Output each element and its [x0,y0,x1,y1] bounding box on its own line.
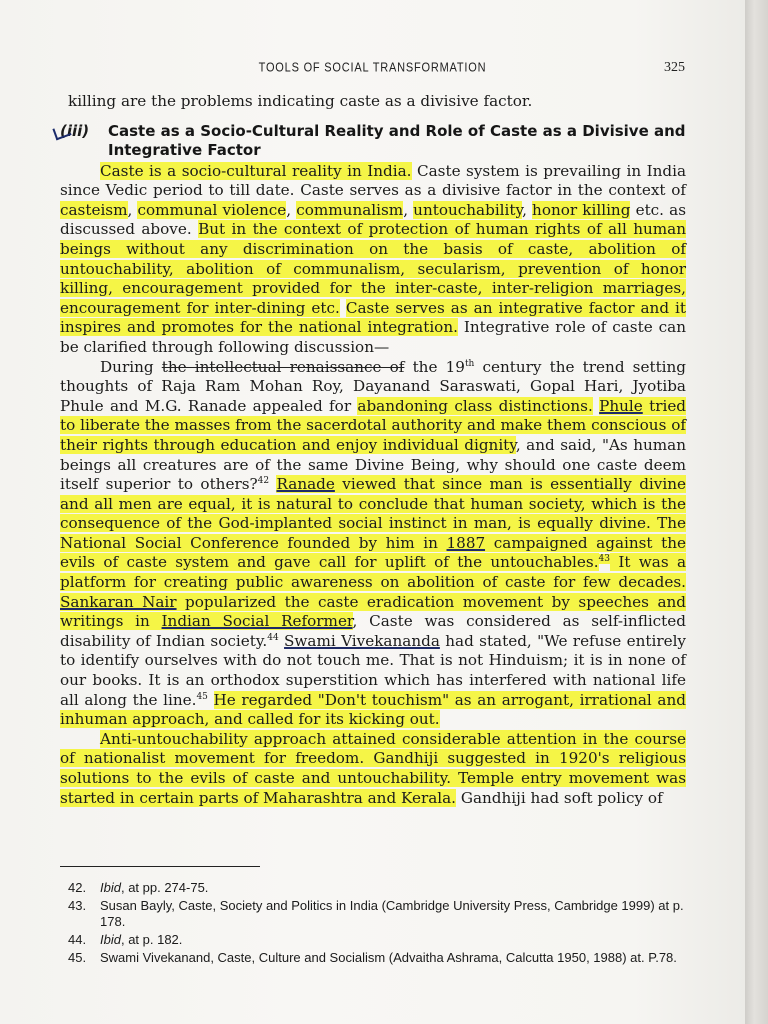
footnote [68,898,688,930]
text-run: the 19 [412,357,465,376]
footnote [68,950,688,966]
text-run: During [100,357,154,376]
paragraph-3 [60,730,686,808]
footnote-number: 43. [68,898,87,913]
footnote-ibid: Ibid [100,932,121,947]
footnote-ref: 43 [598,554,610,565]
footnote-rule [60,866,260,867]
paragraph-1: Caste is a socio-cultural reality in India. Caste system is prevailing in India since Vedic period to till date. Caste serves as a divisive factor in the context of casteism, communal violence, communalism, untouchability, honor killing etc. as discussed above. But in the context of protection of human rights of all human beings without any discrimination on the basis of caste, abolition of untouchability, abolition of communalism, secularism, prevention of honor killing, encouragement provided for the inter-caste, inter-religion marriages, encouragement for inter-dining etc. Caste serves as an integrative factor and it inspires and promotes for the national integration. Integrative role of caste can be clarified through following discussion— [60,161,687,356]
highlight: Caste is a socio-cultural reality in India. [100,161,412,180]
text-run: , Caste was considered as self-inflicted disability of Indian society. [60,612,686,650]
struck-text: the intellectual renaissance of [161,357,405,376]
lead-line: killing are the problems indicating caste as a divisive factor. [68,92,533,110]
underlined-name: Phule [599,396,643,415]
highlight: It was a platform for creating public awareness on abolition of caste for few decades. [60,553,687,592]
underlined-year: 1887 [446,533,486,552]
highlight: abandoning class distinctions. [357,396,593,415]
footnote-number: 42. [68,880,87,895]
superscript: th [464,358,475,369]
underlined-title: Indian Social Reformer [161,612,353,631]
footnote-text: , at pp. 274-75. [120,880,209,895]
text-run: Gandhiji had soft policy of [460,788,663,807]
highlight: Anti-untouchability approach attained considerable attention in the course of nationalist movement for freedom. Gandhiji suggested in 1920's religious solutions to the evils of caste and untouchability. Temple entry movement was started in certain parts of Maharashtra and Kerala. [60,729,686,807]
page-edge [745,0,768,1024]
footnote-text: Swami Vivekanand, Caste, Culture and Socialism (Advaitha Ashrama, Calcutta 1950, 1988) at. P.78. [100,950,677,965]
page-number: 325 [664,60,685,75]
highlight: tried to liberate the masses from the sacerdotal authority and make them conscious of their rights through education and enjoy individual dignity [60,396,687,454]
footnote-ibid: Ibid [100,880,121,895]
highlight: viewed that since man is essentially divine and all men are equal, it is natural to conclude that human society, which is the consequence of the God-implanted social instinct in man, is equally divine. The National Social Conference founded by him in [60,475,686,552]
section-heading [60,122,686,160]
paragraph-2 [60,358,686,730]
highlight: campaigned against the evils of caste system and gave call for uplift of the untouchables. [60,533,686,572]
highlight: popularized the caste eradication movement by speeches and writings in [60,592,687,631]
footnote-text: , at p. 182. [120,932,183,947]
underlined-name: Swami Vivekananda [284,631,440,650]
text-run: had stated, "We refuse entirely to identify ourselves with do not touch me. That is not Hinduism; it is in none of our books. It is an orthodox superstition which has interfered with national life all along the line. [60,631,687,709]
footnote-ref: 44 [267,632,279,643]
highlight: Caste serves as an integrative factor and it inspires and promotes for the national integration. [60,298,687,337]
body-text [60,92,686,808]
footnote [68,880,688,896]
text-run: Caste system is prevailing in India since Vedic period to till date. Caste serves as a divisive factor in the context of [60,161,687,200]
section-heading-text: Caste as a Socio-Cultural Reality and Role of Caste as a Divisive and Integrative Factor [108,121,686,159]
footnote-ref: 42 [257,476,270,487]
text-run: Integrative role of caste can be clarified through following discussion— [60,318,686,356]
footnote-number: 45. [68,950,87,965]
underlined-name: Sankaran Nair [60,592,177,611]
highlight: But in the context of protection of human rights of all human beings without any discrimination on the basis of caste, abolition of untouchability, abolition of communalism, secularism, prevention of honor killing, encouragement provided for the inter-caste, inter-religion marriages, encouragement for inter-dining etc. [60,220,687,317]
text-run: , and said, "As human beings all creatures are of the same Divine Being, why should one caste deem itself superior to others? [60,435,686,494]
footnotes [68,880,688,968]
footnote-ref: 45 [196,691,208,702]
highlight: untouchability [413,200,523,219]
text-run: century the trend setting thoughts of Raja Ram Mohan Roy, Dayanand Saraswati, Gopal Hari, Jyotiba Phule and M.G. Ranade appealed for [60,357,687,415]
highlight: casteism [60,200,128,219]
footnote-number: 44. [68,932,87,947]
footnote-text: Susan Bayly, Caste, Society and Politics in India (Cambridge University Press, Cambridge 1999) at p. 178. [100,898,684,929]
footnote [68,932,688,948]
underlined-name: Ranade [276,475,335,494]
text-run: etc. as discussed above. [60,200,686,239]
highlight: He regarded "Don't touchism" as an arrogant, irrational and inhuman approach, and called for its kicking out. [60,690,686,729]
section-marker: (iii) [60,122,104,141]
highlight: communalism [296,200,404,219]
running-head: TOOLS OF SOCIAL TRANSFORMATION [258,60,487,76]
highlight: honor killing [532,200,631,219]
highlight: communal violence [137,200,287,219]
